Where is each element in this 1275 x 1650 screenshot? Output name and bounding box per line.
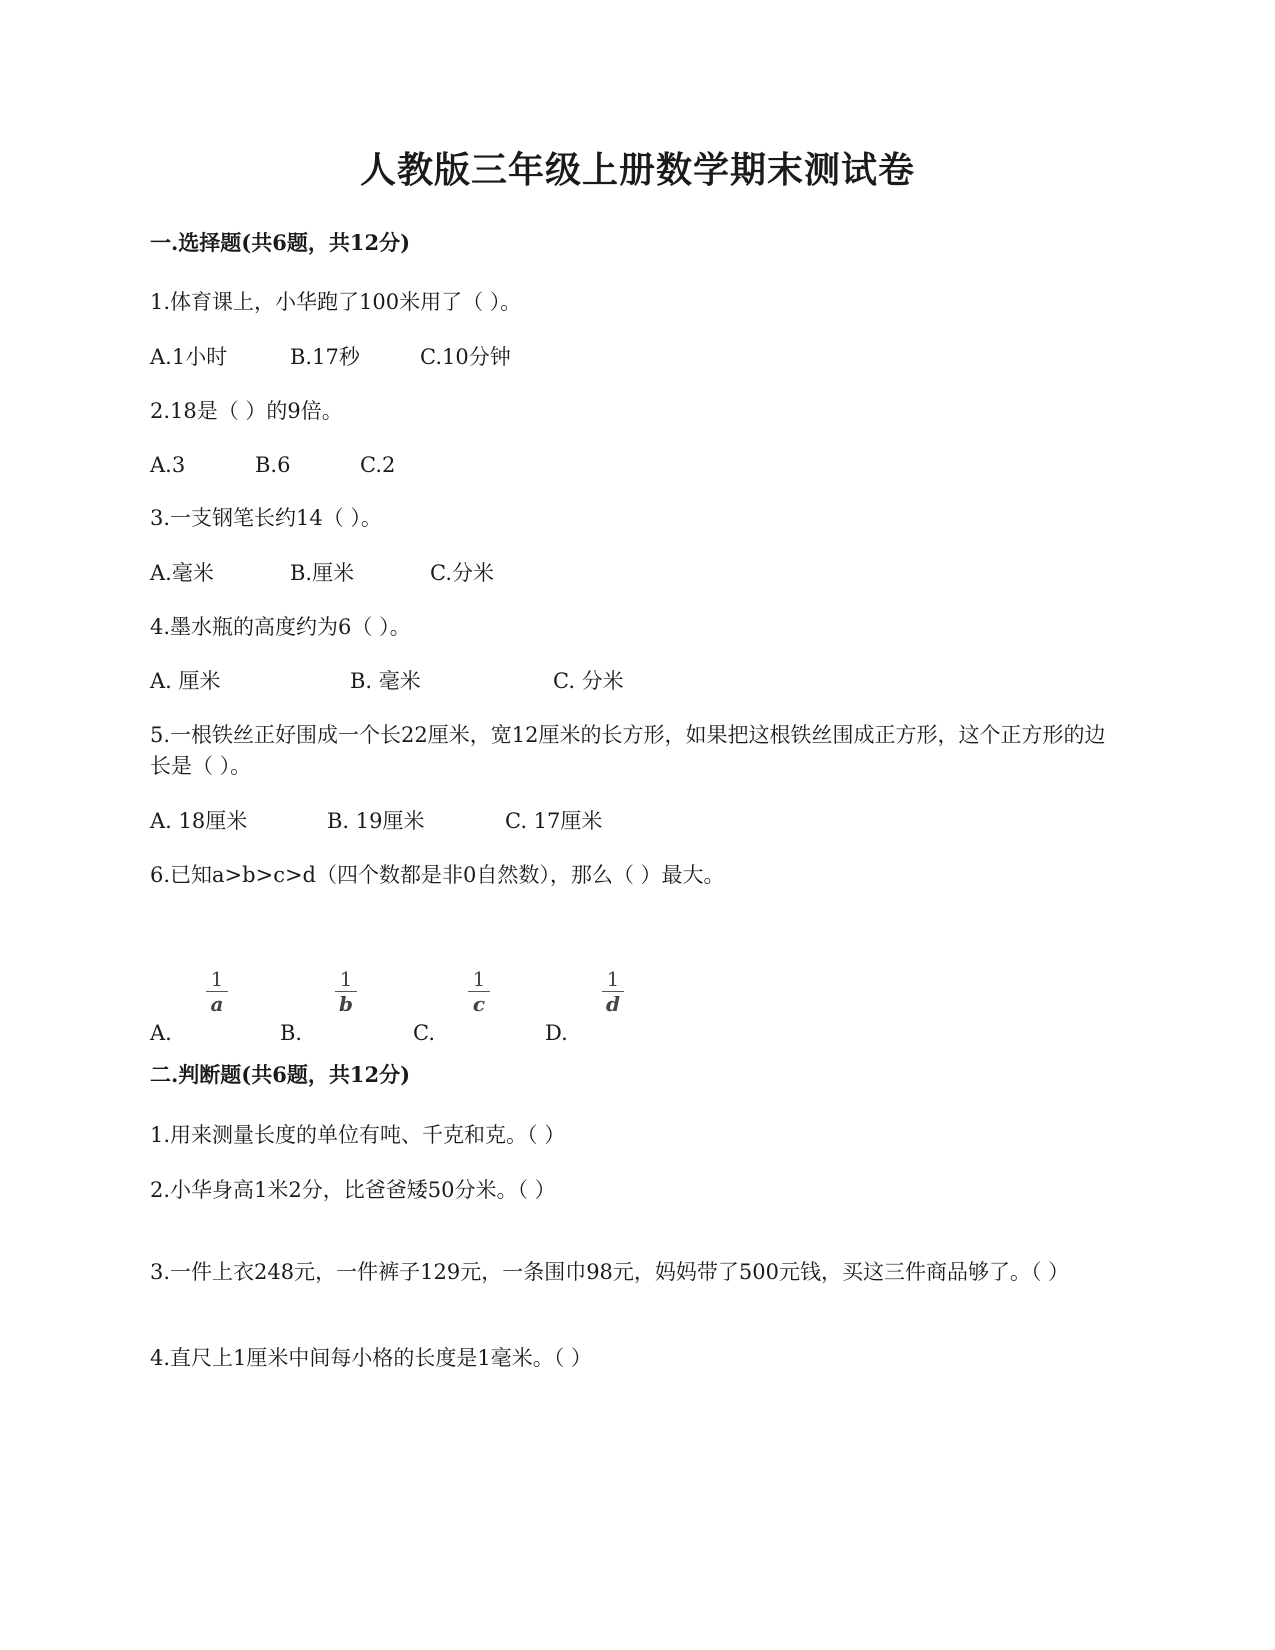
option-c: C.2 xyxy=(360,453,396,477)
option-b: B.17秒 xyxy=(290,345,360,369)
option-c: C.分米 xyxy=(430,561,494,585)
question-1-4-text: 4.墨水瓶的高度约为6（ ）。 xyxy=(150,615,411,639)
option-c: C. 17厘米 xyxy=(505,809,603,833)
option-d: D. xyxy=(545,1021,568,1045)
fraction-1-over-a xyxy=(204,968,230,1015)
question-1-4-options xyxy=(150,666,1125,696)
fraction-denominator: a xyxy=(210,992,224,1016)
fraction-1-over-d xyxy=(600,968,626,1015)
question-1-3-text: 3.一支钢笔长约14（ ）。 xyxy=(150,506,382,530)
page-title: 人教版三年级上册数学期末测试卷 xyxy=(359,149,915,191)
option-b: B. xyxy=(280,1021,303,1045)
question-1-2-options xyxy=(150,450,1125,480)
option-b: B.厘米 xyxy=(290,561,355,585)
option-a: A.毫米 xyxy=(150,561,214,585)
question-2-1-text: 1.用来测量长度的单位有吨、千克和克。（ ） xyxy=(150,1123,566,1147)
fraction-numerator: 1 xyxy=(339,967,353,991)
fraction-numerator: 1 xyxy=(210,967,224,991)
fraction-denominator: c xyxy=(472,992,486,1016)
question-1-6-options xyxy=(150,968,850,1048)
fraction-numerator: 1 xyxy=(472,967,486,991)
question-1-5-text: 5.一根铁丝正好围成一个长22厘米，宽12厘米的长方形，如果把这根铁丝围成正方形，这个正方形的边长是（ ）。 xyxy=(150,723,1106,778)
option-c: C. 分米 xyxy=(553,669,624,693)
question-2-2-text: 2.小华身高1米2分，比爸爸矮50分米。（ ） xyxy=(150,1178,556,1202)
section-heading-judgement: 二.判断题(共6题，共12分) xyxy=(150,1062,411,1087)
option-a: A. 厘米 xyxy=(150,669,221,693)
option-a: A.1小时 xyxy=(150,345,228,369)
fraction-1-over-b xyxy=(333,968,359,1015)
option-c: C. xyxy=(413,1021,435,1045)
fraction-denominator: b xyxy=(339,992,353,1016)
option-b: B. 19厘米 xyxy=(327,809,425,833)
section-heading-choice: 一.选择题(共6题，共12分) xyxy=(150,230,411,255)
fraction-numerator: 1 xyxy=(606,967,620,991)
fraction-1-over-c xyxy=(466,968,492,1015)
question-1-3-options xyxy=(150,558,1125,588)
option-a: A.3 xyxy=(150,453,186,477)
question-1-2-text: 2.18是（ ）的9倍。 xyxy=(150,399,343,423)
question-2-4-text: 4.直尺上1厘米中间每小格的长度是1毫米。（ ） xyxy=(150,1346,592,1370)
option-b: B. 毫米 xyxy=(350,669,421,693)
question-1-5-options xyxy=(150,806,1125,836)
question-1-6-text: 6.已知a>b>c>d（四个数都是非0自然数），那么（ ）最大。 xyxy=(150,863,725,887)
option-a: A. xyxy=(150,1021,172,1045)
fraction-denominator: d xyxy=(606,992,620,1016)
question-2-3-text: 3.一件上衣248元，一件裤子129元，一条围巾98元，妈妈带了500元钱，买这三件商品够了。（ ） xyxy=(150,1260,1070,1284)
option-b: B.6 xyxy=(255,453,291,477)
question-1-1-options xyxy=(150,342,1125,372)
option-a: A. 18厘米 xyxy=(150,809,248,833)
option-c: C.10分钟 xyxy=(420,345,511,369)
question-1-1-text: 1.体育课上，小华跑了100米用了（ ）。 xyxy=(150,290,522,314)
